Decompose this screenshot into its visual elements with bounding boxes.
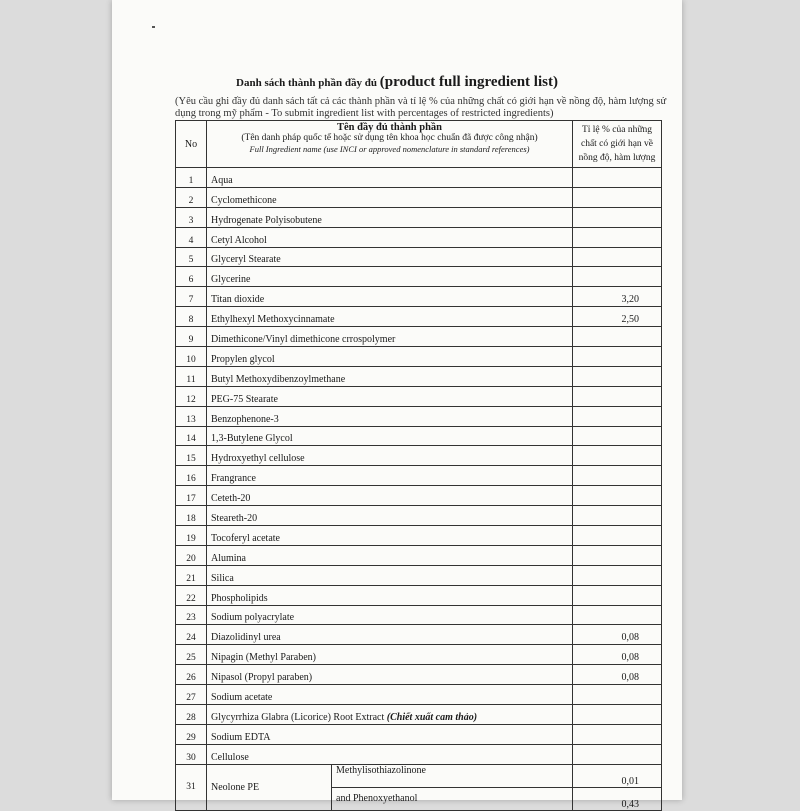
ingredient-name: Sodium EDTA (211, 731, 271, 743)
row-number: 23 (176, 605, 207, 625)
document-page (112, 0, 682, 810)
header-name-vi: Tên đầy đủ thành phần (336, 122, 443, 133)
ingredient-percent: 2,50 (573, 307, 662, 327)
ingredient-name: Alumina (211, 552, 246, 564)
header-name (207, 121, 573, 168)
row-number: 28 (176, 705, 207, 725)
ingredient-name-cell (207, 386, 573, 406)
table-row (176, 187, 662, 207)
table-row (176, 366, 662, 386)
table-row (176, 227, 662, 247)
ingredient-percent: 0,08 (573, 645, 662, 665)
row-number: 16 (176, 466, 207, 486)
ingredient-percent (573, 247, 662, 267)
component-name: Methylisothiazolinone (332, 764, 573, 787)
ingredient-name-cell (207, 227, 573, 247)
requirement-note: (Yêu cầu ghi đầy đủ danh sách tất cả các thành phần và tỉ lệ % của những chất có giới hạn về nồng độ, hàm lượng sử dụng trong mỹ phẩm - To submit ingredient list with percentages of restricted ingredients) (175, 96, 667, 119)
row-number: 11 (176, 366, 207, 386)
ingredient-name-cell (207, 446, 573, 466)
ingredient-name-cell (207, 406, 573, 426)
ingredient-percent (573, 605, 662, 625)
ingredient-name: Aqua (211, 174, 233, 186)
ingredient-name-cell (207, 645, 573, 665)
table-row (176, 724, 662, 744)
ingredient-percent (573, 526, 662, 546)
ingredient-name: Dimethicone/Vinyl dimethicone crrospolymer (211, 334, 396, 346)
table-row (176, 625, 662, 645)
ingredient-name-cell (207, 685, 573, 705)
table-row (176, 585, 662, 605)
component-percent: 0,43 (573, 787, 662, 810)
ingredient-percent (573, 506, 662, 526)
ingredient-name: Cyclomethicone (211, 194, 277, 206)
ingredient-table (175, 120, 662, 811)
row-number: 21 (176, 565, 207, 585)
table-row (176, 506, 662, 526)
ingredient-percent (573, 545, 662, 565)
table-row (176, 287, 662, 307)
row-number: 24 (176, 625, 207, 645)
ingredient-name: Glycerine (211, 274, 251, 286)
ingredient-name: Frangrance (211, 473, 256, 485)
row-number: 20 (176, 545, 207, 565)
ingredient-name: Cellulose (211, 751, 249, 763)
table-row (176, 446, 662, 466)
table-row (176, 168, 662, 188)
row-number: 29 (176, 724, 207, 744)
table-row (176, 526, 662, 546)
table-row (176, 705, 662, 725)
ingredient-name: Butyl Methoxydibenzoylmethane (211, 373, 346, 385)
ingredient-percent (573, 585, 662, 605)
header-name-note: (Tên danh pháp quốc tế hoặc sử dụng tên khoa học chuẩn đã được công nhận) (241, 133, 538, 143)
ingredient-name: Ceteth-20 (211, 493, 251, 505)
ingredient-name-cell (207, 585, 573, 605)
ingredient-name: Propylen glycol (211, 353, 275, 365)
row-number: 8 (176, 307, 207, 327)
row-number: 25 (176, 645, 207, 665)
table-row (176, 327, 662, 347)
ingredient-name-cell (207, 724, 573, 744)
ingredient-percent (573, 347, 662, 367)
ingredient-name: 1,3-Butylene Glycol (211, 433, 293, 445)
ingredient-percent: 0,08 (573, 625, 662, 645)
ingredient-name-cell (207, 247, 573, 267)
row-number: 26 (176, 665, 207, 685)
row-number: 15 (176, 446, 207, 466)
row-number: 27 (176, 685, 207, 705)
ingredient-name: Glyceryl Stearate (211, 254, 281, 266)
ingredient-name-cell (207, 665, 573, 685)
ingredient-name-cell (207, 287, 573, 307)
row-number: 10 (176, 347, 207, 367)
ingredient-name-cell (207, 187, 573, 207)
ingredient-percent (573, 446, 662, 466)
ingredient-name-cell (207, 347, 573, 367)
ingredient-name-cell (207, 366, 573, 386)
ingredient-name: Hydrogenate Polyisobutene (211, 214, 322, 226)
table-row-subcomponent (176, 764, 662, 787)
ingredient-percent (573, 705, 662, 725)
header-percent: Tỉ lệ % của những chất có giới hạn về nồng độ, hàm lượng (573, 121, 662, 168)
table-row (176, 645, 662, 665)
ingredient-percent (573, 187, 662, 207)
ingredient-percent (573, 565, 662, 585)
ingredient-name: Phospholipids (211, 592, 268, 604)
table-row (176, 605, 662, 625)
ingredient-name: Silica (211, 572, 234, 584)
ingredient-percent (573, 466, 662, 486)
ingredient-name-cell (207, 565, 573, 585)
table-row (176, 307, 662, 327)
table-row (176, 685, 662, 705)
table-row (176, 565, 662, 585)
table-row (176, 486, 662, 506)
ingredient-name-cell (207, 426, 573, 446)
row-number: 17 (176, 486, 207, 506)
table-row (176, 267, 662, 287)
ingredient-name-cell (207, 705, 573, 725)
row-number: 22 (176, 585, 207, 605)
ingredient-percent (573, 486, 662, 506)
row-number: 19 (176, 526, 207, 546)
row-number: 4 (176, 227, 207, 247)
ingredient-name-cell (207, 466, 573, 486)
ingredient-percent (573, 426, 662, 446)
table-header-row (176, 121, 662, 168)
ingredient-name: Cetyl Alcohol (211, 234, 267, 246)
row-number: 5 (176, 247, 207, 267)
row-number: 30 (176, 744, 207, 764)
header-name-en: Full Ingredient name (use INCI or approved nomenclature in standard references) (249, 144, 530, 154)
title-vietnamese: Danh sách thành phần đầy đủ (236, 77, 377, 89)
title-english: (product full ingredient list) (379, 74, 558, 90)
row-number: 2 (176, 187, 207, 207)
ingredient-name: Hydroxyethyl cellulose (211, 453, 305, 465)
ingredient-percent (573, 406, 662, 426)
table-row (176, 466, 662, 486)
ingredient-name-cell (207, 267, 573, 287)
ingredient-name-cell (207, 168, 573, 188)
ingredient-percent (573, 685, 662, 705)
ingredient-name: Nipagin (Methyl Paraben) (211, 652, 316, 664)
ingredient-name-cell (207, 545, 573, 565)
ingredient-percent (573, 168, 662, 188)
table-row (176, 207, 662, 227)
ingredient-name-cell (207, 605, 573, 625)
ingredient-name-cell (207, 625, 573, 645)
ingredient-name: Glycyrrhiza Glabra (Licorice) Root Extract (211, 711, 385, 723)
ingredient-name-cell (207, 207, 573, 227)
ingredient-percent (573, 366, 662, 386)
ingredient-percent: 0,08 (573, 665, 662, 685)
row-number: 3 (176, 207, 207, 227)
ingredient-name: Benzophenone-3 (211, 413, 279, 425)
table-row (176, 386, 662, 406)
ingredient-name-cell (207, 327, 573, 347)
table-row (176, 426, 662, 446)
component-name: and Phenoxyethanol (332, 787, 573, 810)
ingredient-name: Titan dioxide (211, 294, 265, 306)
ingredient-percent (573, 227, 662, 247)
table-row (176, 406, 662, 426)
ingredient-name: Diazolidinyl urea (211, 632, 281, 644)
row-number: 7 (176, 287, 207, 307)
ingredient-name: Ethylhexyl Methoxycinnamate (211, 314, 335, 326)
ingredient-name-cell (207, 486, 573, 506)
ingredient-percent (573, 724, 662, 744)
ingredient-name: Neolone PE (207, 764, 332, 810)
row-number: 6 (176, 267, 207, 287)
row-number: 31 (176, 764, 207, 810)
ingredient-name: Steareth-20 (211, 513, 258, 525)
row-number: 1 (176, 168, 207, 188)
ingredient-percent (573, 207, 662, 227)
header-no: No (176, 121, 207, 168)
component-percent: 0,01 (573, 764, 662, 787)
row-number: 9 (176, 327, 207, 347)
row-number: 18 (176, 506, 207, 526)
row-number: 12 (176, 386, 207, 406)
ingredient-percent (573, 327, 662, 347)
document-title (112, 74, 682, 91)
ingredient-name: PEG-75 Stearate (211, 393, 278, 405)
scan-speck (152, 26, 155, 28)
ingredient-name-cell (207, 744, 573, 764)
ingredient-percent (573, 267, 662, 287)
ingredient-name-cell (207, 526, 573, 546)
row-number: 14 (176, 426, 207, 446)
table-row (176, 545, 662, 565)
ingredient-name: Nipasol (Propyl paraben) (211, 672, 313, 684)
table-row (176, 347, 662, 367)
ingredient-name: Sodium acetate (211, 692, 273, 704)
ingredient-name: Tocoferyl acetate (211, 532, 280, 544)
row-number: 13 (176, 406, 207, 426)
ingredient-percent: 3,20 (573, 287, 662, 307)
ingredient-percent (573, 386, 662, 406)
ingredient-name: Sodium polyacrylate (211, 612, 295, 624)
ingredient-name-cell (207, 506, 573, 526)
ingredient-name-vietnamese: (Chiết xuất cam thảo) (386, 711, 478, 723)
table-row (176, 744, 662, 764)
ingredient-percent (573, 744, 662, 764)
table-row (176, 665, 662, 685)
ingredient-name-cell (207, 307, 573, 327)
table-row (176, 247, 662, 267)
